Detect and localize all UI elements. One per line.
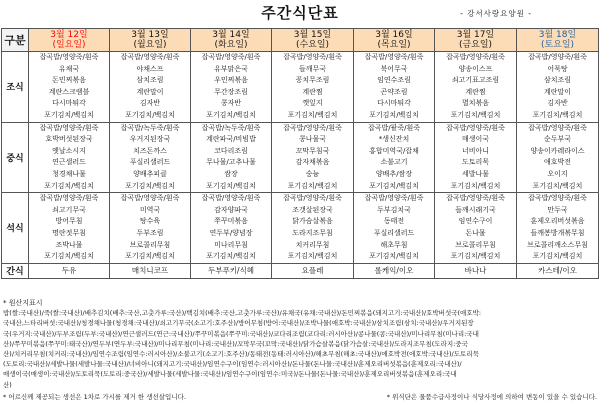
origin-note-line: 산)/쭈꾸미볶음(쭈꾸미:태국산)/연두부(연두부:국내산)/미나리무침(미나리:국내산)/꼬막무국(꼬막:국내산)/닭가슴살볶음(닭가슴살:국내산)/도라지조무침(도라지:중국 (3, 339, 468, 348)
snack-cell: 두부푸키/식혜 (191, 263, 272, 278)
footer-note-fish: * 어르신께 제공되는 생선은 1차로 가시를 제거 한 생선살입니다. (3, 393, 186, 401)
menu-item: 유부맑은국 (214, 64, 248, 73)
menu-item: 야채스프 (136, 64, 164, 73)
day-header (110, 29, 191, 52)
meal-row (2, 52, 599, 123)
menu-item: 계란말이 (136, 87, 164, 96)
menu-item: 잡곡밥/영양죽/흰죽 (364, 53, 424, 61)
menu-item: 잡곡밥/영양죽/흰죽 (120, 53, 180, 61)
menu-item: 잡곡밥/영양죽/흰죽 (528, 194, 587, 203)
snack-label: 간식 (2, 263, 29, 278)
day-header (29, 29, 110, 52)
menu-item: 꽁치무조림 (295, 76, 330, 85)
snack-cell: 두유 (29, 263, 110, 278)
snack-cell: 매치니코프 (110, 263, 191, 278)
day-weekday: (월요일) (133, 40, 167, 50)
menu-item: 조갯살된장국 (292, 205, 333, 214)
day-header (191, 29, 272, 52)
menu-item: 닭가슴살볶음 (292, 217, 333, 226)
menu-item: 계란스크램블 (48, 87, 90, 96)
menu-item: 탕수육 (139, 217, 161, 226)
header-row (2, 29, 599, 52)
menu-item: 조박나물 (55, 240, 83, 249)
menu-item: 잡곡밥/영양죽/흰죽 (283, 53, 342, 61)
menu-item: 쇠고기무국 (52, 205, 86, 214)
menu-item: 포기김치/백김치 (287, 181, 338, 190)
menu-item: 포기김치/백김치 (450, 252, 501, 261)
menu-cell (354, 193, 435, 264)
menu-item: 잡곡밥/팥죽/흰죽 (367, 123, 421, 132)
menu-item: 포기김치/백김치 (369, 252, 419, 261)
menu-item: 홍합미역국/잡채 (369, 146, 419, 155)
origin-note-line: 국(우거지:국내산)/두부조림(두부:국내산)/연근샐러드(연근:국내산)/쭈꾸미볶음(쭈꾸미:국내산)/코다리조림(코다리:러시아산)/콩나물(콩:국내산)/미나리무침(미나리:국내 (3, 329, 479, 338)
menu-item: 잡곡밥/영양죽/흰죽 (364, 194, 424, 203)
menu-item: 포기김치/백김치 (369, 181, 419, 190)
menu-item: 포기김치/백김치 (44, 181, 94, 190)
menu-item: 잡곡밥/영양죽/흰죽 (39, 123, 99, 132)
menu-item: 잡곡밥/영양죽/흰죽 (39, 53, 99, 61)
menu-item: 유채국 (58, 64, 80, 73)
menu-item: 포기김치/백김치 (532, 252, 583, 261)
menu-item: 양배추/쌈장 (375, 169, 413, 178)
menu-item: 연근샐러드 (52, 158, 86, 167)
menu-item: 푸실리샐러드 (373, 228, 415, 237)
menu-item: 감자양파국 (214, 205, 248, 214)
menu-item: 계란찜 (465, 87, 486, 96)
day-weekday: (금요일) (458, 40, 493, 50)
menu-item: 김자반 (547, 99, 568, 108)
menu-item: 코다리조림 (214, 146, 248, 155)
day-weekday: (수요일) (295, 40, 330, 50)
menu-item: 포기김치/백김치 (532, 181, 583, 190)
menu-item: 잡곡밥/영양죽/흰죽 (120, 194, 180, 203)
menu-item: 포기김치/백김치 (450, 181, 501, 190)
origin-notes (3, 298, 597, 390)
snack-cell: 바나나 (435, 263, 517, 278)
menu-item: 북어무국 (380, 64, 408, 73)
day-date: 3월 18일 (538, 30, 577, 40)
menu-item: 포기김치/백김치 (206, 110, 256, 119)
menu-item: 콩자반 (220, 99, 242, 108)
menu-item: 포기김치/백김치 (287, 110, 338, 119)
day-date: 3월 13일 (131, 30, 169, 40)
menu-item: 잡곡밥/영양죽/흰죽 (283, 194, 342, 203)
menu-item: 무간장조림 (214, 87, 248, 96)
menu-item: 세발나물 (461, 169, 490, 178)
meal-label: 석식 (2, 193, 29, 264)
origin-note-line: 매생이국(매생이:국내산)/도토리묵(도토리:중국산)/세발나물(세발나물:국내산)/임연수구이(임연수:미국)/돈나물(돈나물:국내산)/훈제오리버섯볶음(훈제오리:국내 (3, 370, 457, 379)
menu-item: 연두부/양념장 (209, 228, 253, 237)
menu-item: 포기김치/백김치 (369, 110, 419, 119)
meal-label: 조식 (2, 52, 29, 123)
menu-cell (435, 193, 517, 264)
snack-cell: 카스테/이오 (517, 263, 599, 278)
menu-cell (110, 52, 191, 123)
menu-item: 포기김치/백김치 (206, 252, 256, 261)
menu-item: 양배추피클 (133, 169, 167, 178)
day-date: 3월 14일 (212, 30, 250, 40)
menu-item: 해초무침 (380, 240, 408, 249)
menu-item: 임연수구이 (458, 217, 493, 226)
menu-item: 콩나물국 (298, 135, 327, 144)
menu-cell (517, 193, 599, 264)
origin-note-line: 산)/치커리무침(치커리:국내산)/임연수조림(임연수:러시아산)/소불고기(소고기:호주산)/동태전(동태:러시아산)/해초무침(해초:국내산)/애호박전(애호박:국내산)/도토리묵 (3, 350, 479, 359)
menu-item: 꼬막무침국 (295, 146, 330, 155)
menu-item: 너비아니 (461, 146, 490, 155)
menu-item: 계란찜 (302, 87, 323, 96)
menu-item: 동태전 (383, 217, 405, 226)
menu-item: 임연수조림 (377, 76, 411, 85)
menu-cell (272, 122, 354, 193)
footer-note-change: * 위식단은 물품수급사정이나 식당사정에 의하여 변동이 있을 수 있습니다. (386, 393, 597, 401)
menu-item: 포기김치/백김치 (206, 181, 256, 190)
menu-item: 만두국 (547, 205, 568, 214)
menu-item: 다시마튀각 (377, 99, 411, 108)
menu-cell (191, 122, 272, 193)
menu-item: 잡곡밥/영양죽/흰죽 (283, 123, 342, 132)
menu-item: 브로콜리무침 (455, 240, 496, 249)
menu-cell (354, 52, 435, 123)
menu-item: 들깨무국 (298, 64, 327, 73)
menu-item: 잡곡밥/영양죽/흰죽 (201, 53, 261, 61)
day-weekday: (목요일) (377, 40, 411, 50)
menu-item: 명란젓무침 (52, 228, 86, 237)
day-date: 3월 16일 (375, 30, 413, 40)
origin-notes-lines (3, 308, 597, 390)
menu-item: *생신잔치 (378, 135, 410, 144)
menu-item: 도라지조무침 (292, 228, 333, 237)
menu-item: 포기김치/백김치 (125, 252, 175, 261)
meal-label: 중식 (2, 122, 29, 193)
menu-cell (191, 193, 272, 264)
menu-item: 도토리묵 (461, 158, 490, 167)
page-title: 주간식단표 (261, 4, 339, 22)
day-weekday: (토요일) (540, 40, 575, 50)
menu-item: 돈민찌볶음 (52, 76, 86, 85)
weekly-menu-table (1, 28, 599, 279)
menu-cell (517, 52, 599, 123)
snack-row (2, 263, 599, 278)
menu-item: 두부조림 (136, 228, 164, 237)
organization-name: - 강서사랑요양원 - (460, 9, 532, 18)
menu-item: 잡곡밥/영양죽/흰죽 (446, 194, 505, 203)
menu-cell (435, 122, 517, 193)
menu-cell (110, 193, 191, 264)
day-header (517, 29, 599, 52)
menu-item: 삼치조림 (136, 76, 164, 85)
menu-item: 잡곡밥/녹두죽/흰죽 (120, 123, 180, 132)
meal-body (2, 52, 599, 279)
menu-item: 오이지 (547, 169, 568, 178)
menu-item: 소불고기 (380, 158, 408, 167)
menu-item: 쇠고기표고조림 (451, 76, 500, 85)
menu-item: 깻잎지 (302, 99, 323, 108)
day-date: 3월 12일 (50, 30, 88, 40)
day-header (435, 29, 517, 52)
menu-item: 방어무침 (55, 217, 83, 226)
menu-item: 포기김치/백김치 (125, 110, 175, 119)
footer-notes (3, 392, 597, 401)
menu-item: 두부김치국 (377, 205, 411, 214)
menu-item: 잡곡밥/녹두죽/흰죽 (201, 123, 261, 132)
menu-item: 포기김치/백김치 (450, 110, 501, 119)
menu-item: 포기김치/백김치 (532, 110, 583, 119)
origin-notes-heading: * 원산지표시 (3, 299, 43, 307)
menu-item: 곤약조림 (380, 87, 408, 96)
menu-cell (272, 193, 354, 264)
menu-item: 숭늉 (305, 169, 320, 178)
menu-cell (29, 52, 110, 123)
menu-item: 잡곡밥/영양죽/흰죽 (446, 53, 505, 61)
menu-item: 치즈돈까스 (133, 146, 167, 155)
menu-item: 치커리무침 (295, 240, 330, 249)
menu-item: 우거지된장국 (129, 135, 171, 144)
menu-item: 호박버섯된장국 (45, 135, 93, 144)
meal-row (2, 193, 599, 264)
menu-item: 잡곡밥/영양죽/흰죽 (201, 194, 261, 203)
menu-item: 들깨시래기국 (455, 205, 496, 214)
menu-item: 미나리무침 (214, 240, 248, 249)
menu-item: 쭈꾸미볶음 (214, 217, 248, 226)
menu-cell (435, 52, 517, 123)
menu-item: 브로콜리무침 (129, 240, 171, 249)
day-weekday: (화요일) (214, 40, 248, 50)
menu-item: 양송이스프 (458, 64, 493, 73)
day-header (272, 29, 354, 52)
menu-item: 들깨봉방개볶무침 (530, 228, 585, 237)
origin-note-line: 국내산,느타리버섯:국내산)/청경채나물(청경채:국내산)/쇠고기무국(소고기:호주산)/방어무침(방어:국내산)/조박나물(애호박:국내산)/삼치조림(삼치:국내산)/우거지된장 (3, 319, 474, 328)
day-weekday: (일요일) (52, 40, 86, 50)
day-date: 3월 17일 (456, 30, 495, 40)
menu-cell (29, 193, 110, 264)
menu-item: 미역국 (139, 205, 161, 214)
menu-item: 브로콜리깨소스무침 (527, 240, 588, 249)
menu-cell (272, 52, 354, 123)
menu-item: 청경채나물 (52, 169, 86, 178)
menu-item: 포기김치/백김치 (44, 252, 94, 261)
menu-item: 쌈장 (224, 169, 238, 178)
menu-item: 무나물/고추나물 (206, 158, 256, 167)
menu-item: 어묵탕 (547, 64, 568, 73)
menu-cell (191, 52, 272, 123)
menu-item: 포기김치/백김치 (287, 252, 338, 261)
day-header (354, 29, 435, 52)
menu-cell (517, 122, 599, 193)
menu-item: 우민찌볶음 (214, 76, 248, 85)
day-date: 3월 15일 (293, 30, 332, 40)
menu-item: 순두부국 (543, 135, 572, 144)
menu-cell (110, 122, 191, 193)
menu-cell (29, 122, 110, 193)
menu-item: 다시마튀각 (52, 99, 86, 108)
menu-item: 포기김치/백김치 (44, 110, 94, 119)
snack-cell: 요플레 (272, 263, 354, 278)
menu-item: 돈나물 (465, 228, 486, 237)
menu-item: 멸치볶음 (461, 99, 490, 108)
origin-note-line: 밥(쌀:국내산)/죽(쌀:국내산)/배추김치(배추:국산,고춧가루:국산)/백김치(배추:국산,고춧가루:국산)/유채국(유채:국내산)/돈민찌볶음(돼지고기:국내산)/호박버섯국(애호박: (3, 309, 482, 318)
menu-item: 옛날소시지 (52, 146, 86, 155)
snack-cell: 롤케익/이오 (354, 263, 435, 278)
origin-note-line: (도토리:국내산)/세발나물(세발나물:국내산)/너비아니(돼지고기:국내산)/임연수구이(임연수:러시아산)/돈나물(돈나물:국내산)/훈제오리버섯볶음(훈제오리:국내산)/ (3, 360, 462, 369)
menu-cell (354, 122, 435, 193)
menu-item: 잡곡밥/영양죽/흰죽 (446, 123, 505, 132)
menu-item: 매생이국 (461, 135, 490, 144)
menu-item: 잡곡밥/영양죽/흰죽 (528, 53, 587, 61)
menu-item: 계란말이 (543, 87, 572, 96)
menu-item: 김자반 (139, 99, 161, 108)
meal-row (2, 122, 599, 193)
menu-item: 푸실리샐러드 (129, 158, 171, 167)
menu-item: 잡곡밥/영양죽/흰죽 (39, 194, 99, 203)
gubun-header: 구분 (2, 29, 29, 52)
menu-item: 양송이카레라이스 (530, 146, 585, 155)
origin-note-line: 산) (3, 380, 12, 389)
menu-item: 훈제오리버섯볶음 (530, 217, 585, 226)
menu-item: 계란파국/비빔밥 (206, 135, 256, 144)
menu-item: 감자채볶음 (295, 158, 330, 167)
menu-item: 포기김치/백김치 (125, 181, 175, 190)
menu-item: 삼치조림 (543, 76, 572, 85)
menu-item: 잡곡밥/영양죽/흰죽 (528, 123, 587, 132)
menu-item: 애호박전 (543, 158, 572, 167)
